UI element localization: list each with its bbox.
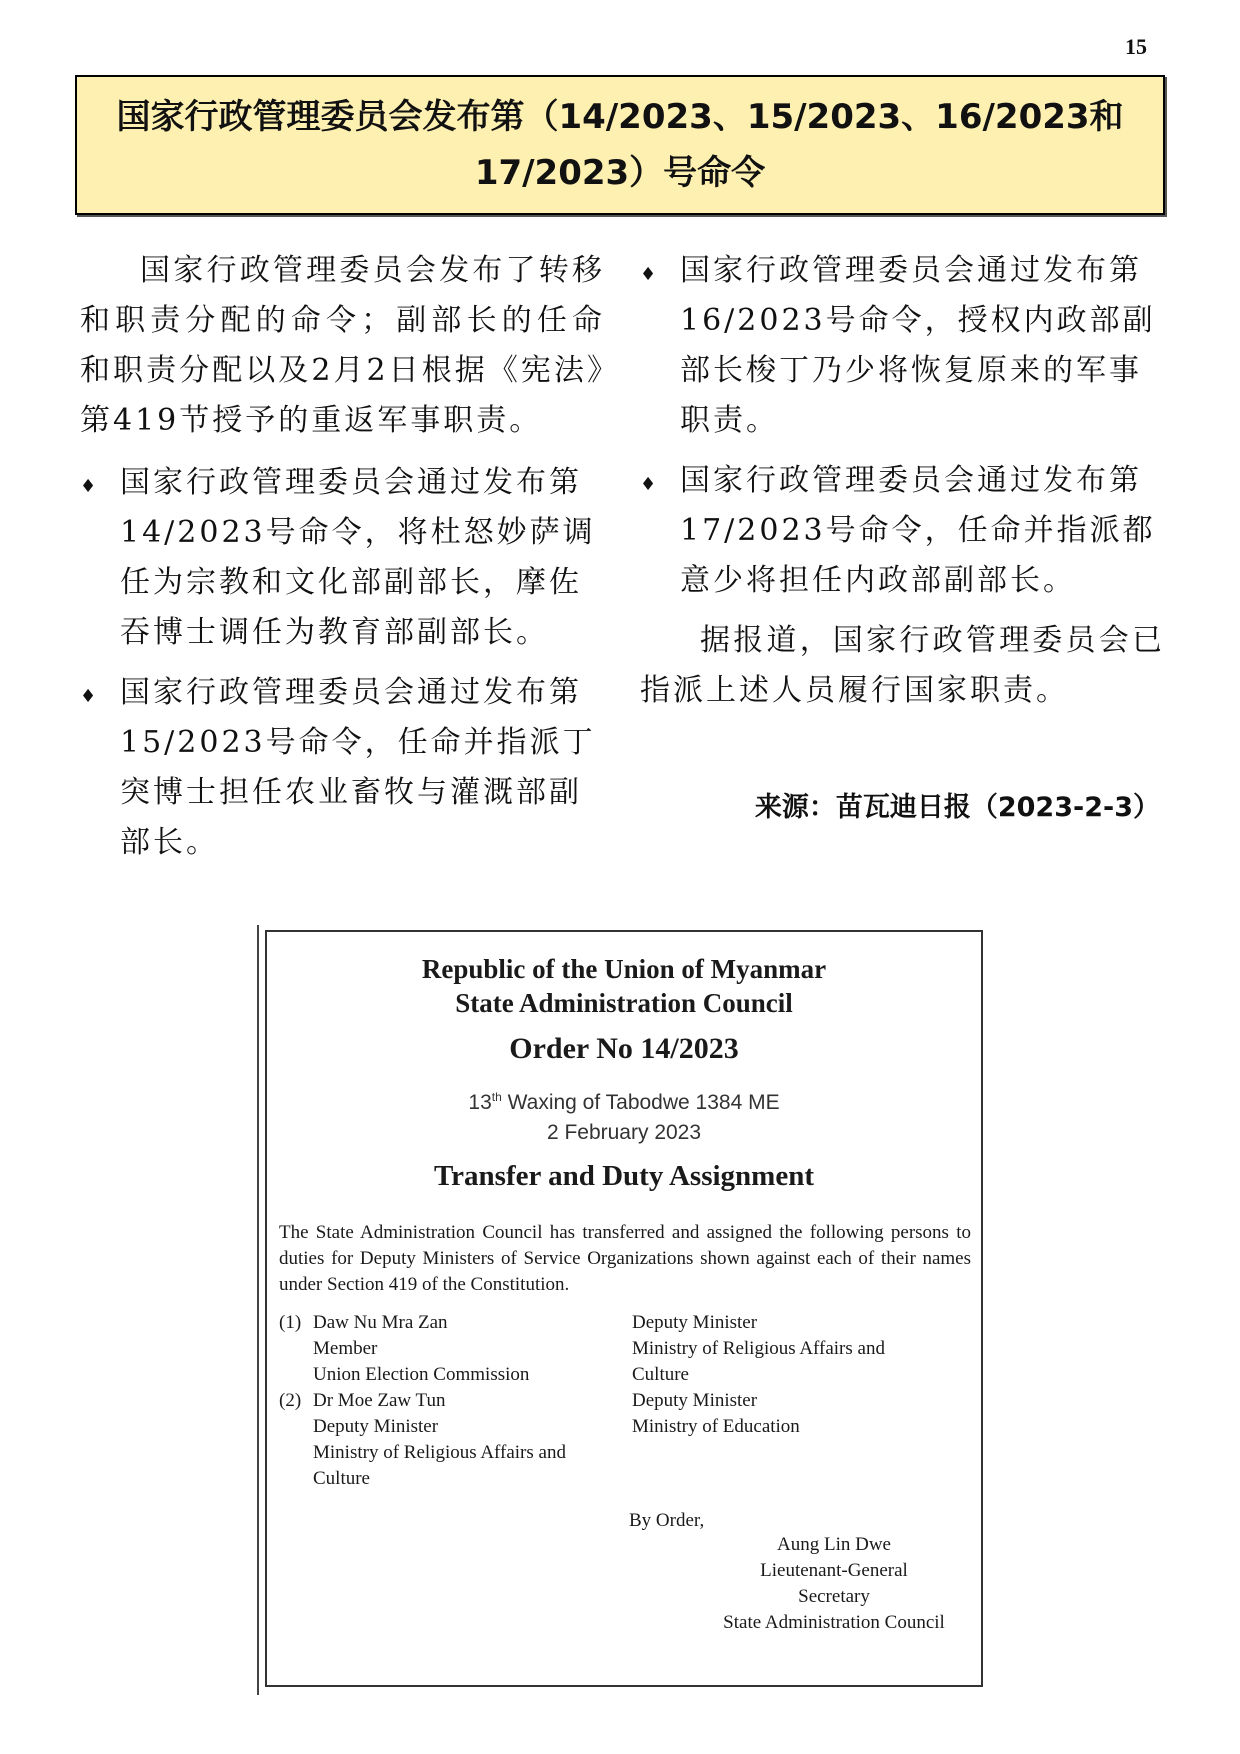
bullet-text: 国家行政管理委员会通过发布第15/2023号命令，任命并指派丁突博士担任农业畜牧与灌溉部副部长。 bbox=[120, 675, 596, 860]
page-title-line-2: 17/2023）号命令 bbox=[474, 153, 766, 193]
order-date-myanmar: 13th Waxing of Tabodwe 1384 ME bbox=[468, 1090, 780, 1114]
order-council: State Administration Council bbox=[455, 988, 793, 1018]
diamond-bullet-icon: ♦ bbox=[80, 686, 100, 707]
assignment-1: Deputy Minister Ministry of Religious Affairs and Culture bbox=[632, 1312, 885, 1385]
bullet-item bbox=[80, 458, 605, 658]
assignment-2: Deputy Minister Ministry of Education bbox=[632, 1390, 800, 1437]
order-subject: Transfer and Duty Assignment bbox=[433, 1160, 814, 1192]
intro-paragraph: 国家行政管理委员会发布了转移和职责分配的命令；副部长的任命和职责分配以及2月2日根据《宪法》第419节授予的重返军事职责。 bbox=[80, 253, 605, 438]
left-column bbox=[80, 246, 605, 878]
source-citation: 来源：苗瓦迪日报（2023-2-3） bbox=[754, 792, 1160, 823]
order-header bbox=[267, 952, 981, 1020]
signatory-block: Aung Lin Dwe Lieutenant-General Secretary State Administration Council bbox=[723, 1534, 945, 1633]
closing-paragraph: 据报道，国家行政管理委员会已指派上述人员履行国家职责。 bbox=[640, 623, 1165, 708]
diamond-bullet-icon: ♦ bbox=[640, 264, 660, 285]
order-persons-to bbox=[632, 1310, 962, 1440]
page-number: 15 bbox=[1125, 34, 1147, 59]
order-person: (1) Daw Nu Mra Zan Member Union Election Commission bbox=[279, 1312, 530, 1385]
order-body: The State Administration Council has transferred and assigned the following persons to duties for Deputy Ministers of Service Organizations shown against each of their names under Section 419 of the Constitution. bbox=[279, 1222, 971, 1295]
bullet-item bbox=[640, 456, 1165, 606]
order-number: Order No 14/2023 bbox=[509, 1032, 739, 1065]
order-persons-from bbox=[279, 1310, 609, 1492]
bullet-item bbox=[640, 246, 1165, 446]
person-name: Daw Nu Mra Zan bbox=[313, 1312, 448, 1333]
title-box bbox=[75, 75, 1165, 215]
page-title-line-1: 国家行政管理委员会发布第（14/2023、15/2023、16/2023和 bbox=[116, 97, 1124, 137]
person-name: Dr Moe Zaw Tun bbox=[313, 1390, 446, 1411]
order-document-image bbox=[265, 930, 983, 1687]
bullet-text: 国家行政管理委员会通过发布第16/2023号命令，授权内政部副部长梭丁乃少将恢复原来的军事职责。 bbox=[680, 253, 1156, 438]
order-republic: Republic of the Union of Myanmar bbox=[421, 954, 827, 984]
right-column bbox=[640, 246, 1165, 728]
by-order: By Order, bbox=[629, 1510, 705, 1531]
order-date bbox=[267, 1082, 981, 1148]
bullet-item bbox=[80, 668, 605, 868]
order-person: (2) Dr Moe Zaw Tun Deputy Minister Ministry of Religious Affairs and Culture bbox=[279, 1390, 566, 1489]
diamond-bullet-icon: ♦ bbox=[80, 476, 100, 497]
order-date-gregorian: 2 February 2023 bbox=[546, 1121, 702, 1144]
bullet-text: 国家行政管理委员会通过发布第17/2023号命令，任命并指派都意少将担任内政部副部长。 bbox=[680, 463, 1156, 598]
diamond-bullet-icon: ♦ bbox=[640, 474, 660, 495]
bullet-text: 国家行政管理委员会通过发布第14/2023号命令，将杜怒妙萨调任为宗教和文化部副部长，摩佐吞博士调任为教育部副部长。 bbox=[120, 465, 596, 650]
